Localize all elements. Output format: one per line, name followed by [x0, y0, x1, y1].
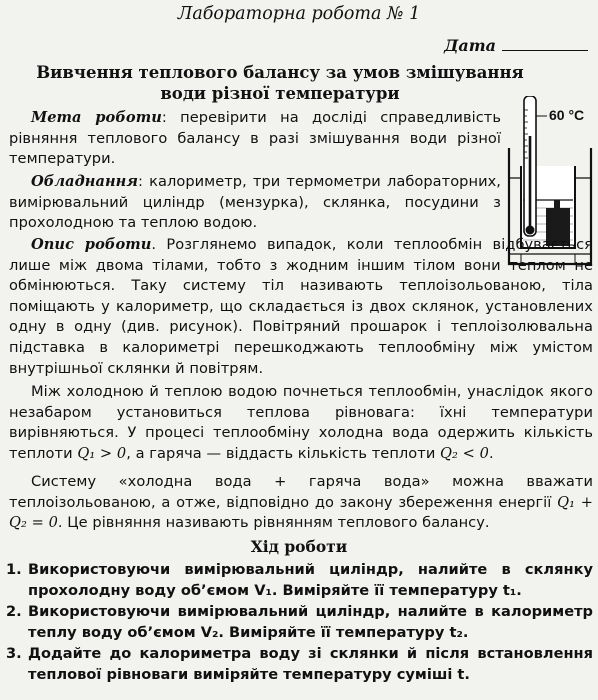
procedure-step	[6, 602, 593, 643]
description-paragraph	[9, 235, 593, 379]
procedure-step	[6, 560, 593, 601]
balance-text: Систему «холодна вода + гаряча вода» можна вважати теплоізольованою, а отже, відповідно до закону збереження енергії	[9, 473, 593, 511]
work-title-line1: Вивчення теплового балансу за умов змішування	[36, 63, 524, 82]
date-label: Дата	[444, 36, 496, 55]
page-header-title: Лабораторна робота № 1	[177, 4, 421, 24]
description-text: . Розглянемо випадок, коли теплообмін відбувається лише між двома тілами, тобто з жодним іншим тілом вони теплом не обмінюються. Таку систему тіл називають теплоізольованою, тіла поміщають у калориметр, що складається із двох склянок, установлених одну в одну (див. рисунок). Повітряний прошарок і теплоізолювальна підставка в калориметрі перешкоджають теплообміну між умістом внутрішньої склянки й повітрям.	[9, 236, 593, 377]
description-term: Опис роботи	[31, 236, 152, 253]
step-text: Додайте до калориметра воду зі склянки й після встановлення теплової рівноваги виміряйте температуру суміші t.	[28, 645, 593, 683]
procedure-step	[6, 644, 593, 685]
date-field	[444, 36, 588, 55]
procedure-steps	[6, 560, 593, 686]
step-text: Використовуючи вимірювальний циліндр, налийте в склянку прохолодну воду об’ємом V₁. Виміряйте її температуру t₁.	[28, 561, 593, 599]
balance-paragraph	[9, 472, 593, 534]
procedure-title: Хід роботи	[250, 537, 348, 556]
formula-q1: Q₁ > 0	[77, 444, 127, 462]
equipment-text: : калориметр, три термометри лабораторних, вимірювальний циліндр (мензурка), склянка, посудини з прохолодною та теплою водою.	[9, 173, 501, 232]
equilibrium-text: Між холодною й теплою водою почнеться теплообмін, унаслідок якого незабаром установиться теплова рівновага: їхні температури вирівняються. У процесі теплообміну холодна вода одержить кількість теплоти	[9, 383, 593, 462]
purpose-term: Мета роботи	[31, 109, 162, 126]
work-title	[30, 62, 530, 104]
step-number: 3.	[6, 645, 22, 662]
purpose-text: : перевірити на досліді справедливість рівняння теплового балансу в разі змішування води різної температури.	[9, 109, 501, 168]
equilibrium-paragraph	[9, 382, 593, 464]
purpose-paragraph	[9, 108, 501, 170]
date-blank-line	[502, 36, 588, 51]
equipment-paragraph	[9, 172, 501, 234]
equilibrium-middle: , а гаряча — віддасть кількість теплоти	[126, 444, 441, 462]
thermometer-reading: 60 °C	[549, 107, 585, 123]
formula-balance: Q₁ + Q₂ = 0	[9, 493, 593, 532]
step-text: Використовуючи вимірювальний циліндр, налийте в калориметр теплу воду об’ємом V₂. Виміряйте її температуру t₂.	[28, 603, 593, 641]
equilibrium-end: .	[488, 444, 494, 462]
work-title-line2: води різної температури	[160, 84, 400, 103]
step-number: 1.	[6, 561, 22, 578]
balance-end: . Це рівняння називають рівнянням теплового балансу.	[57, 514, 490, 532]
step-number: 2.	[6, 603, 22, 620]
formula-q2: Q₂ < 0	[440, 444, 489, 462]
equipment-term: Обладнання	[31, 173, 139, 190]
